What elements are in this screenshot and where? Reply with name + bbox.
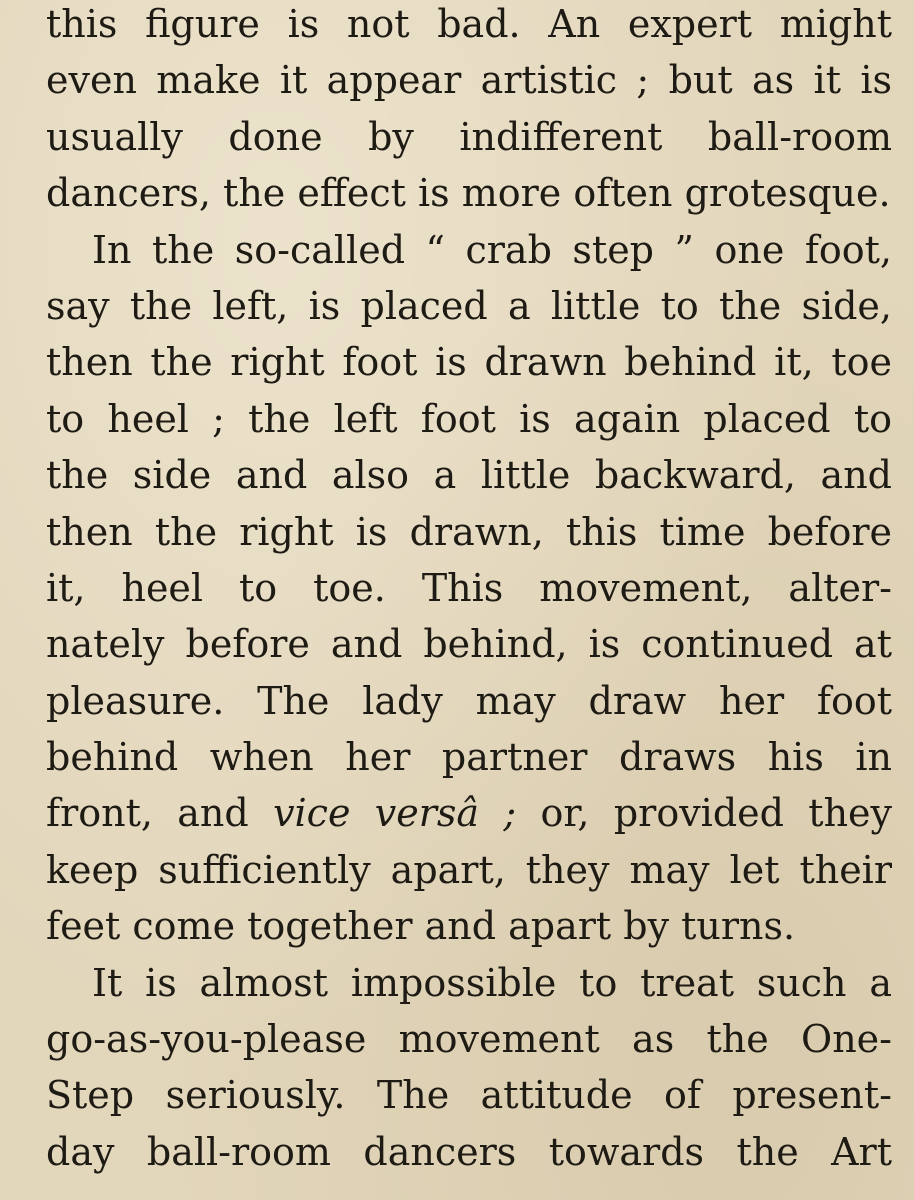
text-line: go-as-you-please movement as the One- [46, 1017, 892, 1062]
paragraph-3 [46, 955, 892, 1181]
text-line: It is almost impossible to treat such a [92, 960, 892, 1005]
text-line: dancers, the effect is more often grotesque. [46, 171, 891, 216]
text-line: to heel ; the left foot is again placed to [46, 396, 892, 441]
text-run: or, provided they [516, 791, 892, 836]
text-line: Step seriously. The attitude of present- [46, 1073, 892, 1118]
text-line: keep sufficiently apart, they may let their [46, 847, 892, 892]
text-line: usually done by indifferent ball-room [46, 114, 892, 159]
paragraph-2 [46, 222, 892, 955]
text-line: behind when her partner draws his in [46, 735, 892, 780]
text-line: the side and also a little backward, and [46, 453, 892, 498]
paragraph-1 [46, 0, 892, 222]
text-line: this figure is not bad. An expert might [46, 2, 892, 46]
text-line: even make it appear artistic ; but as it is [46, 58, 892, 103]
text-line-mixed [46, 785, 892, 841]
text-line: say the left, is placed a little to the side, [46, 283, 892, 328]
text-line: pleasure. The lady may draw her foot [46, 678, 892, 723]
text-line: then the right is drawn, this time before [46, 509, 892, 554]
text-run: front, and [46, 791, 274, 836]
text-line: In the so-called “ crab step ” one foot, [92, 227, 892, 272]
text-line: day ball-room dancers towards the Art [46, 1129, 892, 1174]
text-line: then the right foot is drawn behind it, toe [46, 340, 892, 385]
text-line: nately before and behind, is continued at [46, 622, 892, 667]
text-line: feet come together and apart by turns. [46, 904, 796, 949]
text-line: it, heel to toe. This movement, alter- [46, 565, 892, 610]
italic-phrase: vice versâ ; [273, 791, 517, 836]
